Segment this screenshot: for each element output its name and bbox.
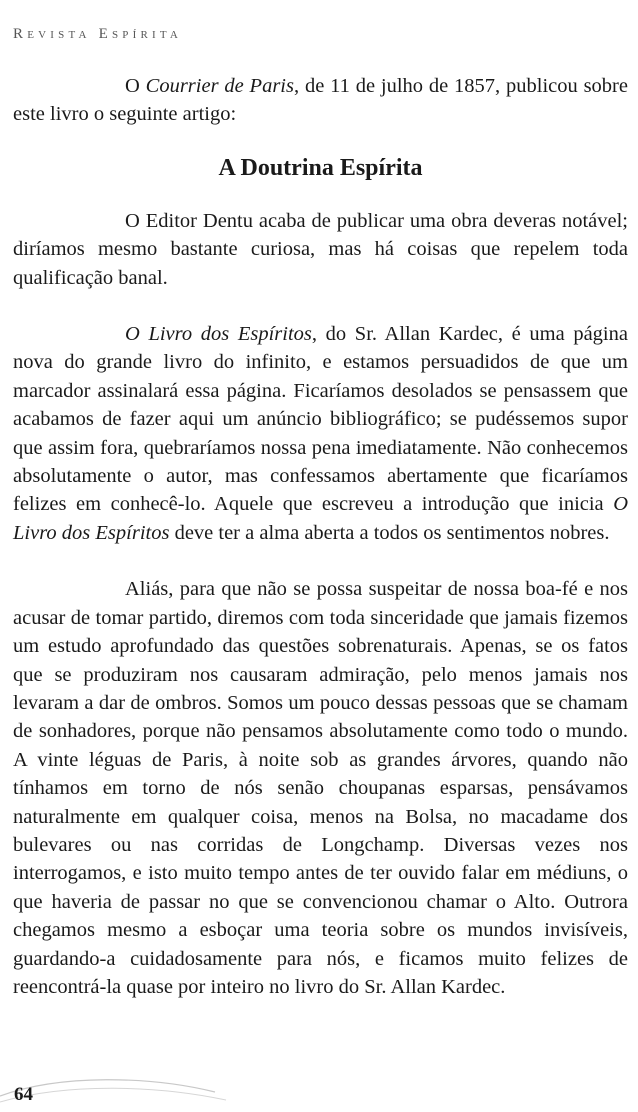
intro-text-before: O (125, 75, 146, 97)
paragraph-2-end: deve ter a alma aberta a todos os sentimentos nobres. (169, 521, 610, 544)
running-header: Revista Espírita (13, 26, 183, 42)
intro-text-after: , de 11 de julho de 1857, publicou sobre este livro o seguinte artigo: (13, 75, 628, 126)
book-title-italic: O Livro dos Espíritos (125, 323, 312, 346)
intro-paragraph (13, 72, 628, 129)
intro-newspaper-name: Courrier de Paris (145, 75, 294, 97)
article-paragraph-3: Aliás, para que não se possa suspeitar de nossa boa-fé e nos acusar de tomar partido, diremos com toda sinceridade que jamais fizemos um estudo aprofundado das questões sobrenaturais. Apenas, se os fatos que se produziram nos causaram admiração, pelo menos jamais nos levaram a dar de ombros. Somos um pouco dessas pessoas que se chamam de sonhadores, porque não pensamos absolutamente como todo o mundo. A vinte léguas de Paris, à noite sob as grandes árvores, quando não tínhamos em torno de nós senão choupanas esparsas, pensávamos naturalmente em qualquer coisa, menos na Bolsa, no macadame dos bulevares ou nas corridas de Longchamp. Diversas vezes nos interrogamos, e isto muito tempo antes de ter ouvido falar em médiuns, o que haveria de passar no que se convencionou chamar o Alto. Outrora chegamos mesmo a esboçar uma teoria sobre os mundos invisíveis, guardando-a cuidadosamente para nós, e ficamos muito felizes de reencontrá-la quase por inteiro no livro do Sr. Allan Kardec. (13, 578, 628, 998)
page-body (13, 72, 628, 1001)
article-paragraph-1: O Editor Dentu acaba de publicar uma obra deveras notável; diríamos mesmo bastante curiosa, mas há coisas que repelem toda qualificação banal. (13, 209, 628, 289)
footer-swoosh-ornament (0, 1066, 230, 1112)
article-title: A Doutrina Espírita (218, 154, 423, 181)
page-number: 64 (14, 1084, 33, 1105)
article-paragraph-2 (13, 320, 628, 547)
book-title-italic-2: O Livro dos Espíritos (13, 493, 628, 544)
paragraph-2-text: , do Sr. Allan Kardec, é uma página nova do grande livro do infinito, e estamos persuadidos de que um marcador assinalará essa página. Ficaríamos desolados se pensassem que acabamos de fazer aqui um anúncio bibliográfico; se pudéssemos supor que assim fora, quebraríamos nossa pena imediatamente. Não conhecemos absolutamente o autor, mas confessamos abertamente que ficaríamos felizes em conhecê-lo. Aquele que escreveu a introdução que inicia (13, 323, 628, 516)
